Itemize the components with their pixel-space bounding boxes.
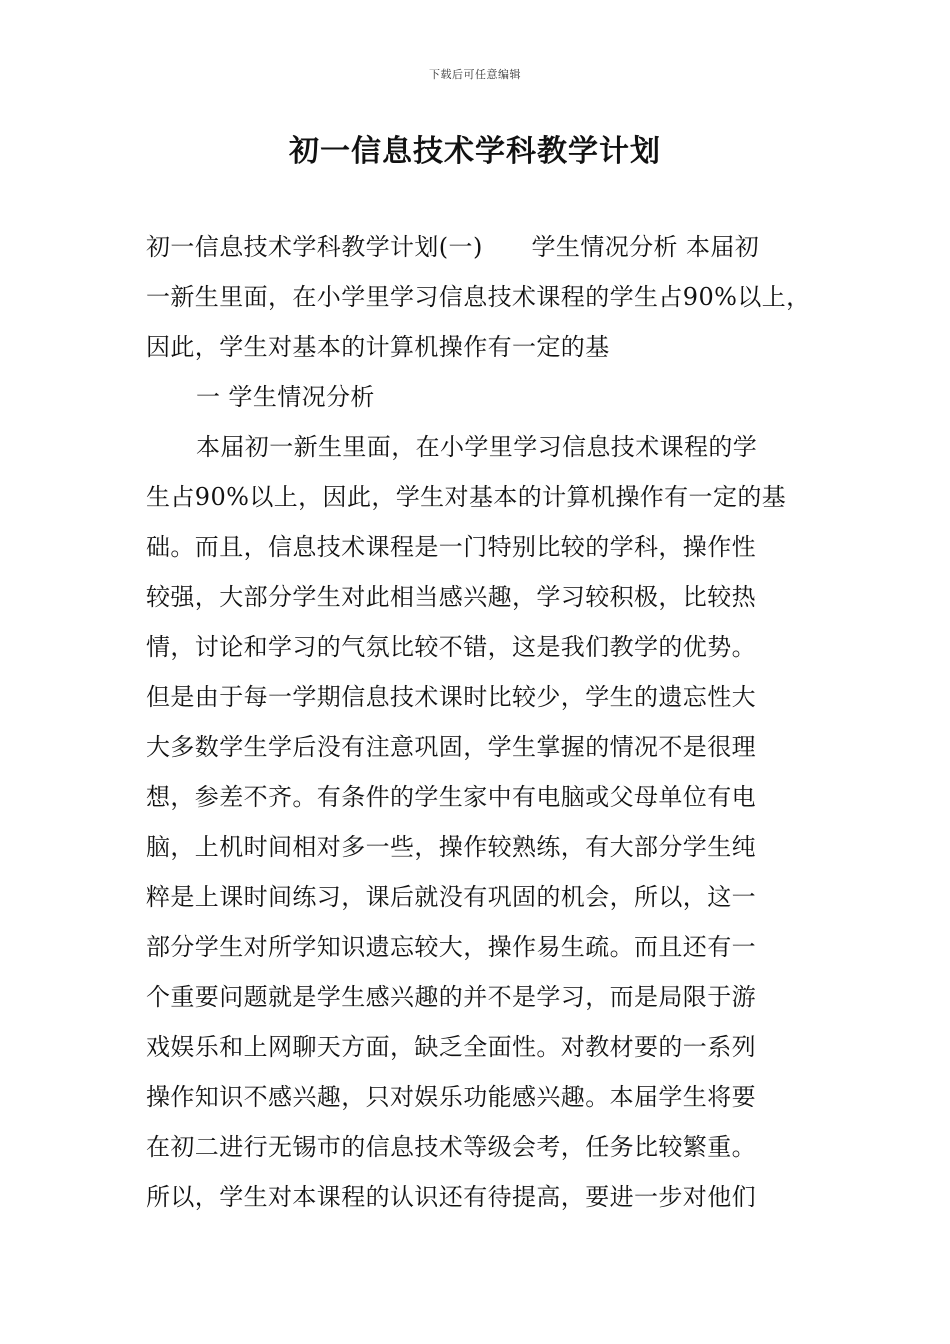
body-line-16: 所以，学生对本课程的认识还有待提高，要进一步对他们 (146, 1183, 756, 1211)
body-line-14: 操作知识不感兴趣，只对娱乐功能感兴趣。本届学生将要 (146, 1083, 756, 1111)
body-line-8: 想，参差不齐。有条件的学生家中有电脑或父母单位有电 (146, 783, 756, 811)
document-title: 初一信息技术学科教学计划 (289, 134, 661, 169)
body-line-10: 粹是上课时间练习，课后就没有巩固的机会，所以，这一 (146, 883, 756, 911)
intro-line-3: 因此，学生对基本的计算机操作有一定的基 (146, 333, 610, 361)
body-line-11: 部分学生对所学知识遗忘较大，操作易生疏。而且还有一 (146, 933, 756, 961)
body-line-9: 脑，上机时间相对多一些，操作较熟练，有大部分学生纯 (146, 833, 756, 861)
body-line-12: 个重要问题就是学生感兴趣的并不是学习，而是局限于游 (146, 983, 756, 1011)
body-line-7: 大多数学生学后没有注意巩固，学生掌握的情况不是很理 (146, 733, 756, 761)
body-line-4: 较强，大部分学生对此相当感兴趣，学习较积极，比较热 (146, 583, 756, 611)
body-line-1: 本届初一新生里面，在小学里学习信息技术课程的学 (196, 433, 758, 461)
header-note: 下载后可任意编辑 (429, 68, 521, 81)
intro-line-2: 一新生里面，在小学里学习信息技术课程的学生占90%以上， (146, 283, 811, 311)
section-heading: 一 学生情况分析 (196, 383, 375, 411)
body-line-3: 础。而且，信息技术课程是一门特别比较的学科，操作性 (146, 533, 756, 561)
body-line-5: 情，讨论和学习的气氛比较不错，这是我们教学的优势。 (146, 633, 756, 661)
body-line-13: 戏娱乐和上网聊天方面，缺乏全面性。对教材要的一系列 (146, 1033, 756, 1061)
intro-line-1: 初一信息技术学科教学计划(一) 学生情况分析 本届初 (146, 233, 760, 261)
body-line-6: 但是由于每一学期信息技术课时比较少，学生的遗忘性大 (146, 683, 756, 711)
body-line-2: 生占90%以上，因此，学生对基本的计算机操作有一定的基 (146, 483, 787, 511)
body-line-15: 在初二进行无锡市的信息技术等级会考，任务比较繁重。 (146, 1133, 756, 1161)
